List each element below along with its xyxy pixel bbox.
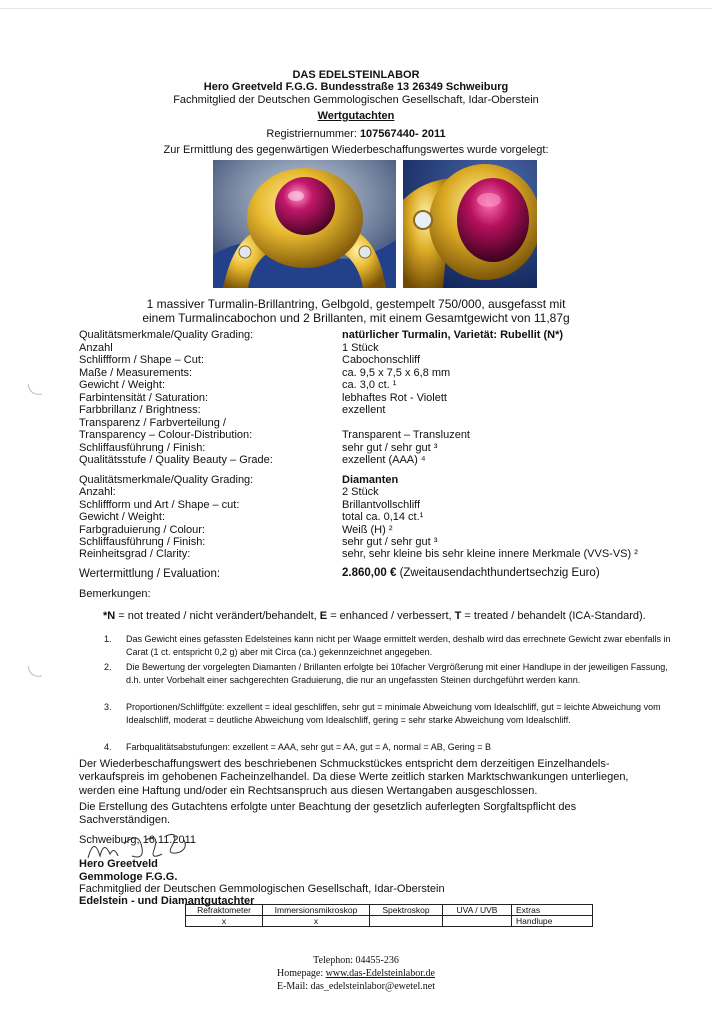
tourmaline-label: Gewicht / Weight: xyxy=(79,379,165,391)
tourmaline-label: Farbintensität / Saturation: xyxy=(79,392,209,404)
document-type: Wertgutachten xyxy=(317,110,395,122)
diligence-paragraph: Die Erstellung des Gutachtens erfolgte unter Beachtung der gesetzlich auferlegten Sorgfaltspflicht des Sachverständigen. xyxy=(79,801,577,827)
lab-address: Hero Greetveld F.G.G. Bundesstraße 13 26349 Schweiburg xyxy=(203,81,509,93)
homepage-label: Homepage: xyxy=(277,968,326,979)
footnote-2 xyxy=(104,661,674,699)
tourmaline-label: Farbbrillanz / Brightness: xyxy=(79,404,201,416)
diamond-value: sehr gut / sehr gut ³ xyxy=(342,536,438,548)
homepage-link[interactable]: www.das-Edelsteinlabor.de xyxy=(325,968,435,979)
replacement-value-paragraph: Der Wiederbeschaffungswert des beschriebenen Schmuckstückes entspricht dem derzeitigen Einzelhandels-verkaufspreis im gehobenen Facheinzelhandel. Da diese Werte zeitlich starken Marktschwankungen unterliegen, werden eine Haftung und/oder ein Rechtsanspruch aus diesen Wertangaben ausgeschlossen. xyxy=(79,758,629,797)
footnote-number: 2. xyxy=(104,662,112,672)
instrument-mark xyxy=(370,916,443,927)
signer-role: Edelstein - und Diamantgutachter xyxy=(79,895,255,907)
diamond-label: Qualitätsmerkmale/Quality Grading: xyxy=(79,474,254,486)
item-description-line1: 1 massiver Turmalin-Brillantring, Gelbgold, gestempelt 750/000, ausgefasst mit xyxy=(146,297,566,311)
evaluation-amount: 2.860,00 € xyxy=(342,567,397,579)
footer-email[interactable]: E-Mail: das_edelsteinlabor@ewetel.net xyxy=(276,981,436,992)
tourmaline-value: sehr gut / sehr gut ³ xyxy=(342,442,438,454)
signer-name: Hero Greetveld xyxy=(79,858,158,870)
diamond-value: Brillantvollschliff xyxy=(342,499,421,511)
tourmaline-label: Maße / Measurements: xyxy=(79,367,193,379)
register-line xyxy=(0,128,712,140)
tourmaline-label: Anzahl xyxy=(79,342,113,354)
place-date: Schweiburg, 16.11.2011 xyxy=(79,834,197,846)
tourmaline-label: Schliffform / Shape – Cut: xyxy=(79,354,204,366)
evaluation-label: Wertermittlung / Evaluation: xyxy=(79,568,221,580)
instrument-header: Extras xyxy=(512,905,593,916)
register-number: 107567440- 2011 xyxy=(359,128,446,140)
instrument-mark: x xyxy=(263,916,370,927)
tourmaline-label: Qualitätsstufe / Quality Beauty – Grade: xyxy=(79,454,273,466)
intro-line: Zur Ermittlung des gegenwärtigen Wiederbeschaffungswertes wurde vorgelegt: xyxy=(163,144,549,156)
tourmaline-value: Cabochonschliff xyxy=(342,354,421,366)
diamond-value: 2 Stück xyxy=(342,486,379,498)
instrument-mark: Handlupe xyxy=(512,916,593,927)
diamond-label: Reinheitsgrad / Clarity: xyxy=(79,548,191,560)
evaluation-value xyxy=(342,567,600,579)
tourmaline-value: 1 Stück xyxy=(342,342,379,354)
footnote-text: Farbqualitätsabstufungen: exzellent = AAA, sehr gut = AA, gut = A, normal = AB, Gering = B xyxy=(126,742,491,752)
register-label: Registriernummer: xyxy=(266,128,357,140)
tourmaline-value: exzellent xyxy=(342,404,386,416)
legend-t-key: T xyxy=(454,610,462,622)
legend-e-text: = enhanced / verbessert, xyxy=(327,610,455,622)
footnote-1 xyxy=(104,633,674,659)
diamond-label: Schliffausführung / Finish: xyxy=(79,536,206,548)
ring-photo-front xyxy=(213,160,396,288)
punch-hole-mark xyxy=(24,660,46,682)
footnote-3 xyxy=(104,701,674,739)
legend-t-text: = treated / behandelt (ICA-Standard). xyxy=(461,610,646,622)
legend-e-key: E xyxy=(319,610,328,622)
instrument-mark: x xyxy=(186,916,263,927)
evaluation-words: (Zweitausendachthundertsechzig Euro) xyxy=(399,567,600,579)
signer-title: Gemmologe F.G.G. xyxy=(79,871,178,883)
tourmaline-value: exzellent (AAA) ⁴ xyxy=(342,454,426,466)
diamond-value: Weiß (H) ² xyxy=(342,524,393,536)
lab-membership: Fachmitglied der Deutschen Gemmologischen Gesellschaft, Idar-Oberstein xyxy=(173,94,539,106)
item-description-line2: einem Turmalincabochon und 2 Brillanten, mit einem Gesamtgewicht von 11,87g xyxy=(142,311,570,325)
footnote-text: Die Bewertung der vorgelegten Diamanten / Brillanten erfolgte bei 10facher Vergrößerung mit einer Handlupe in der jeweiligen Fassung, d.h. unter Vorbehalt einer sachgerechten Graduierung, die nur an ungefassten Steinen durchgeführt werden kann. xyxy=(126,662,668,685)
tourmaline-value: Transparent – Transluzent xyxy=(342,429,470,441)
top-edge-line xyxy=(0,8,712,9)
footer-phone: Telephon: 04455-236 xyxy=(313,955,399,966)
ring-photo-side xyxy=(403,160,537,288)
footnote-number: 3. xyxy=(104,702,112,712)
diamond-label: Gewicht / Weight: xyxy=(79,511,165,523)
tourmaline-label: Qualitätsmerkmale/Quality Grading: xyxy=(79,329,254,341)
footnote-number: 1. xyxy=(104,634,112,644)
footer-homepage xyxy=(0,968,712,979)
footnote-4 xyxy=(104,741,674,755)
instrument-header: UVA / UVB xyxy=(443,905,512,916)
instrument-header: Spektroskop xyxy=(370,905,443,916)
tourmaline-label: Schliffausführung / Finish: xyxy=(79,442,206,454)
instruments-mark-row xyxy=(186,916,593,927)
diamond-label: Schliffform und Art / Shape – cut: xyxy=(79,499,240,511)
tourmaline-label: Transparency – Colour-Distribution: xyxy=(79,429,253,441)
legend-n-text: = not treated / nicht verändert/behandelt, xyxy=(115,610,320,622)
instruments-table xyxy=(185,904,593,927)
tourmaline-value: ca. 9,5 x 7,5 x 6,8 mm xyxy=(342,367,451,379)
signer-membership: Fachmitglied der Deutschen Gemmologischen Gesellschaft, Idar-Oberstein xyxy=(79,883,445,895)
punch-hole-mark xyxy=(24,378,46,400)
footnote-number: 4. xyxy=(104,742,112,752)
tourmaline-label: Transparenz / Farbverteilung / xyxy=(79,417,226,429)
treatment-legend xyxy=(103,610,646,622)
diamond-value: sehr, sehr kleine bis sehr kleine innere Merkmale (VVS-VS) ² xyxy=(342,548,638,560)
tourmaline-value: ca. 3,0 ct. ¹ xyxy=(342,379,397,391)
tourmaline-value: natürlicher Turmalin, Varietät: Rubellit (N*) xyxy=(342,329,564,341)
diamond-value: Diamanten xyxy=(342,474,399,486)
instrument-mark xyxy=(443,916,512,927)
tourmaline-value: lebhaftes Rot - Violett xyxy=(342,392,447,404)
instrument-header: Immersionsmikroskop xyxy=(263,905,370,916)
remarks-heading: Bemerkungen: xyxy=(79,588,151,600)
footnote-text: Proportionen/Schliffgüte: exzellent = ideal geschliffen, sehr gut = minimale Abweichung vom Idealschliff, gut = leichte Abweichung vom Idealschliff, moderat = deutliche Abweichung vom Idealschliff, gering = sehr starke Abweichung vom Idealschliff. xyxy=(126,702,661,725)
diamond-value: total ca. 0,14 ct.¹ xyxy=(342,511,424,523)
legend-n-key: *N xyxy=(103,610,116,622)
footnote-text: Das Gewicht eines gefassten Edelsteines kann nicht per Waage ermittelt werden, deshalb wird das errechnete Gewicht zwar ebenfalls in Carat (1 ct. entspricht 0,2 g) aber mit Circa (ca.) gekennzeichnet angegeben. xyxy=(126,634,671,657)
instrument-header: Refraktometer xyxy=(186,905,263,916)
diamond-label: Anzahl: xyxy=(79,486,116,498)
lab-title: DAS EDELSTEINLABOR xyxy=(292,69,420,81)
instruments-header-row xyxy=(186,905,593,916)
diamond-label: Farbgraduierung / Colour: xyxy=(79,524,205,536)
